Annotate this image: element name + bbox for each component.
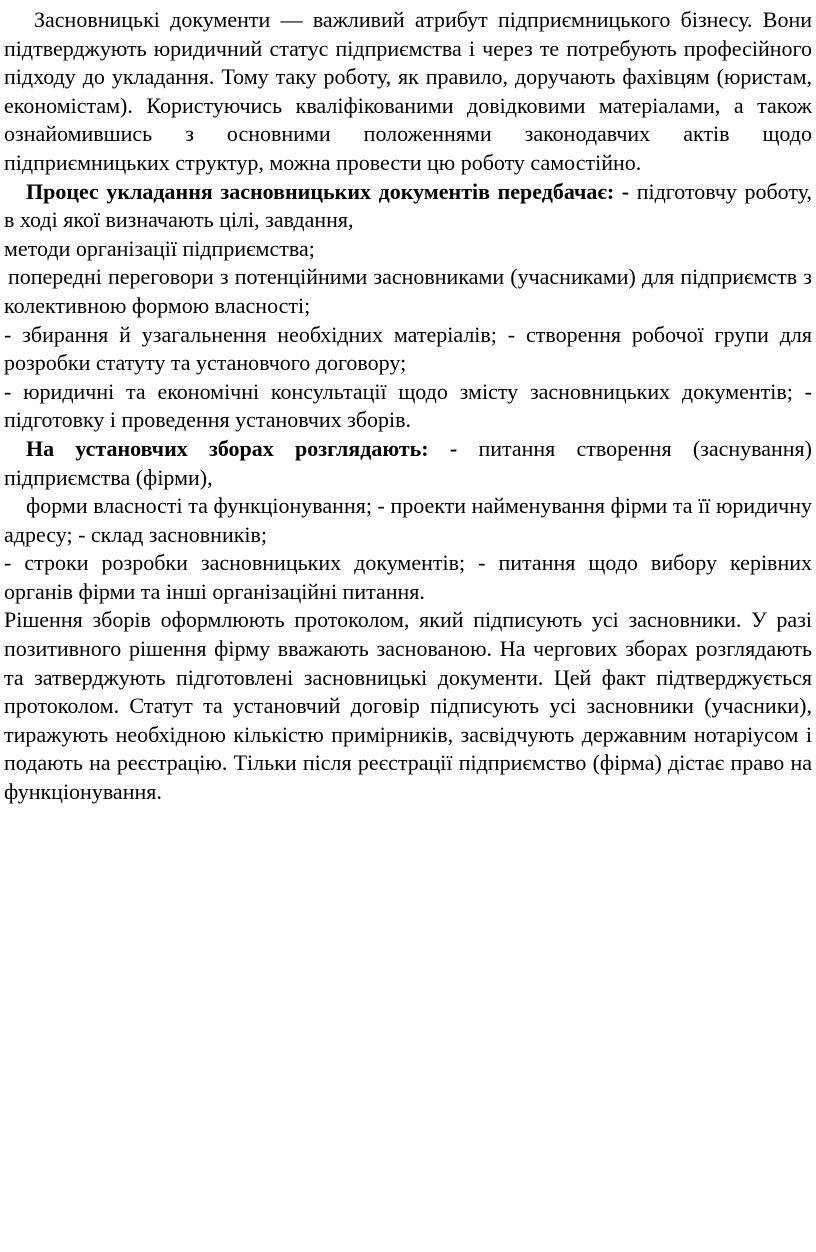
paragraph-intro: Засновницькі документи — важливий атрибут підприємницького бізнесу. Вони підтверджують юридичний статус підприємства і через те потребують професійного підходу до укладання. Тому таку роботу, як правило, доручають фахівцям (юристам, економістам). Користуючись кваліфікованими довідковими матеріалами, а також ознайомившись з основними положеннями законодавчих актів щодо підприємницьких структур, можна провести цю роботу самостійно. bbox=[4, 7, 812, 175]
paragraph-methods: методи організації підприємства; bbox=[4, 235, 315, 261]
meeting-text: питання створення (заснування) підприємства (фірми), bbox=[4, 435, 812, 490]
meeting-heading: На установчих зборах розглядають: - bbox=[26, 435, 458, 461]
paragraph-deadlines: - строки розробки засновницьких документів; - питання щодо вибору керівних органів фірми та інші організаційні питання. bbox=[4, 550, 812, 604]
paragraph-materials: - збирання й узагальнення необхідних матеріалів; - створення робочої групи для розробки статуту та установчого договору; bbox=[4, 321, 812, 376]
paragraph-meeting bbox=[4, 435, 812, 492]
paragraph-process bbox=[4, 178, 812, 235]
paragraph-consultations: - юридичні та економічні консультації щодо змісту засновницьких документів; - підготовку і проведення установчих зборів. bbox=[4, 378, 812, 433]
process-text: підготовчу роботу, в ході якої визначають цілі, завдання, bbox=[4, 178, 813, 233]
paragraph-ownership: форми власності та функціонування; - проекти найменування фірми та її юридичну адресу; - склад засновників; bbox=[4, 493, 812, 547]
paragraph-decision: Рішення зборів оформлюють протоколом, який підписують усі засновники. У разі позитивного рішення фірму вважають заснованою. На чергових зборах розглядають та затверджують підготовлені засновницькі документи. Цей факт підтверджується протоколом. Статут та установчий договір підписують усі засновники (учасники), тиражують необхідною кількістю примірників, засвідчують державним нотаріусом і подають на реєстрацію. Тільки після реєстрації підприємство (фірма) дістає право на функціонування. bbox=[4, 607, 812, 805]
paragraph-negotiations: попередні переговори з потенційними засновниками (учасниками) для підприємств з колективною формою власності; bbox=[4, 264, 812, 318]
process-heading: Процес укладання засновницьких документів передбачає: - bbox=[26, 178, 630, 204]
